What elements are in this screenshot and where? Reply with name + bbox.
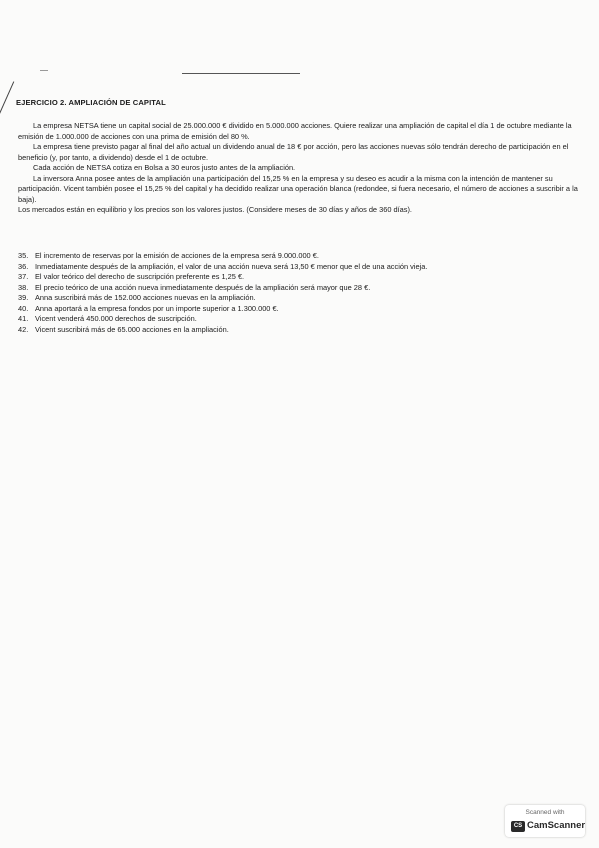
paragraph: Los mercados están en equilibrio y los precios son los valores justos. (Considere meses de 30 días y años de 360 días). [18, 205, 412, 214]
question-item [18, 325, 578, 336]
scan-line-mark [182, 73, 300, 74]
question-number: 42. [18, 324, 29, 334]
question-number: 39. [18, 293, 29, 302]
question-number: 41. [18, 314, 29, 323]
question-text: Anna aportará a la empresa fondos por un importe superior a 1.300.000 €. [35, 303, 279, 313]
question-text: Anna suscribirá más de 152.000 acciones nuevas en la ampliación. [35, 293, 256, 302]
scan-pen-mark [0, 81, 14, 114]
question-item [18, 272, 578, 283]
exercise-title: EJERCICIO 2. AMPLIACIÓN DE CAPITAL [16, 98, 166, 107]
question-text: Vicent venderá 450.000 derechos de suscripción. [35, 314, 197, 323]
question-text: El precio teórico de una acción nueva inmediatamente después de la ampliación será mayor que 28 €. [35, 282, 371, 292]
question-number: 38. [18, 282, 29, 292]
question-text: El valor teórico del derecho de suscripción preferente es 1,25 €. [35, 272, 245, 281]
watermark-brand: CamScanner [527, 820, 586, 831]
question-item [18, 314, 578, 325]
question-item [18, 304, 578, 315]
scan-dash-mark [40, 70, 48, 71]
paragraph: La inversora Anna posee antes de la ampliación una participación del 15,25 % en la empresa y su deseo es acudir a la misma con la intención de mantener su participación. Vicent también posee el 15,25 % del capital y ha decidido realizar una operación blanca (redondee, si fuera necesario, el número de acciones a suscribir a la baja). [18, 173, 578, 204]
camscanner-logo-icon: CS [511, 821, 525, 832]
question-item [18, 251, 578, 262]
question-number: 35. [18, 251, 29, 260]
question-item [18, 283, 578, 294]
paragraph: La empresa tiene previsto pagar al final del año actual un dividendo anual de 18 € por acción, pero las acciones nuevas sólo tendrán derecho de participación en el beneficio (y, por tanto, a dividendo) desde el 1 de octubre. [18, 142, 569, 162]
question-item [18, 293, 578, 304]
question-list [18, 251, 578, 335]
question-number: 40. [18, 303, 29, 313]
question-text: El incremento de reservas por la emisión de acciones de la empresa será 9.000.000 €. [35, 251, 319, 260]
exercise-statement [18, 121, 578, 216]
paragraph: La empresa NETSA tiene un capital social de 25.000.000 € dividido en 5.000.000 acciones. Quiere realizar una ampliación de capital el día 1 de octubre mediante la emisión de 1.000.000 de acciones con una prima de emisión del 80 %. [18, 121, 572, 141]
camscanner-watermark [505, 805, 585, 837]
question-item [18, 262, 578, 273]
question-text: Vicent suscribirá más de 65.000 acciones en la ampliación. [35, 324, 229, 334]
paragraph: Cada acción de NETSA cotiza en Bolsa a 30 euros justo antes de la ampliación. [33, 163, 296, 172]
question-number: 37. [18, 272, 29, 281]
watermark-caption: Scanned with [525, 809, 565, 816]
question-text: Inmediatamente después de la ampliación, el valor de una acción nueva será 13,50 € menor que el de una acción vieja. [35, 261, 428, 271]
question-number: 36. [18, 261, 29, 271]
